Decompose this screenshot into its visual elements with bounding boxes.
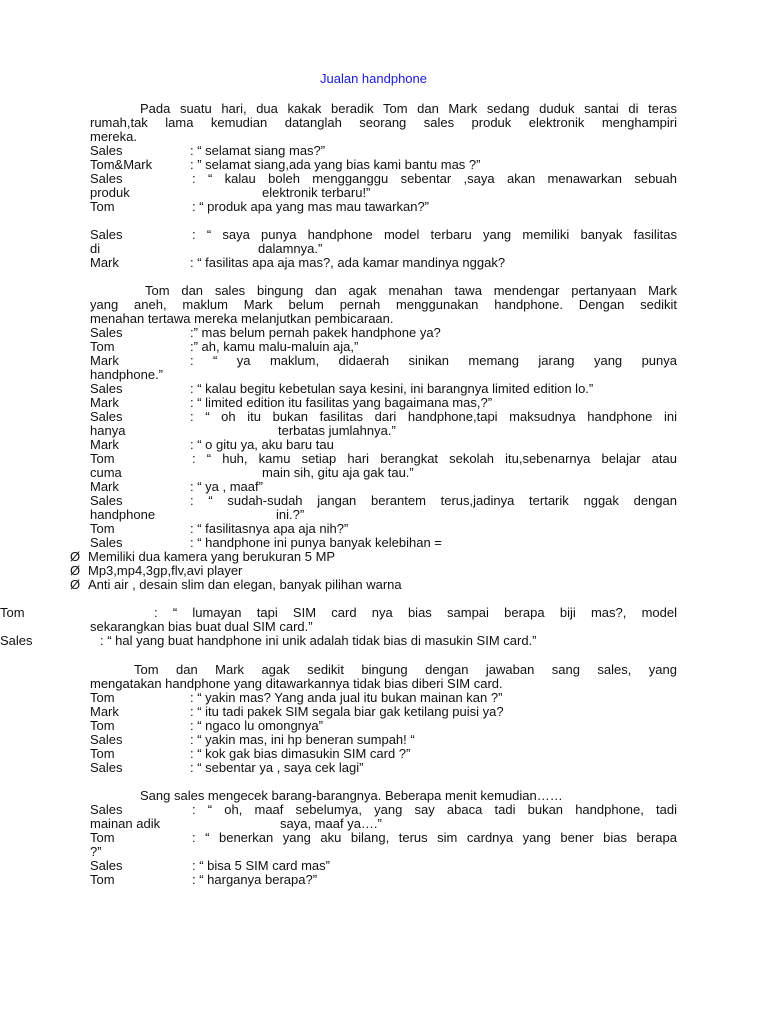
dialogue-line: : “ ya , maaf” — [190, 479, 263, 494]
dialogue-wrap: mainan adik — [90, 816, 161, 831]
speaker-label: Sales — [90, 325, 123, 340]
bullet-item: Mp3,mp4,3gp,flv,avi player — [88, 563, 243, 578]
speaker-label: Sales — [90, 802, 123, 817]
dialogue-line: : “ lumayan tapi SIM card nya bias sampai berapa biji mas?, model — [154, 605, 677, 620]
speaker-label: Sales — [90, 227, 123, 242]
speaker-label: Sales — [90, 143, 123, 158]
paragraph-line: menahan tertawa mereka melanjutkan pembicaraan. — [90, 311, 394, 326]
dialogue-line: : ” selamat siang,ada yang bias kami bantu mas ?” — [190, 157, 481, 172]
dialogue-wrap: hanya — [90, 423, 126, 438]
dialogue-line: : “ yakin mas? Yang anda jual itu bukan mainan kan ?” — [190, 690, 503, 705]
bullet-symbol: Ø — [70, 563, 81, 578]
dialogue-line: : “ harganya berapa?” — [192, 872, 318, 887]
dialogue-line: : “ oh, maaf sebelumya, yang say abaca tadi bukan handphone, tadi — [192, 802, 677, 817]
speaker-label: Sales — [90, 171, 123, 186]
speaker-label: Sales — [0, 633, 33, 648]
dialogue-line: : “ o gitu ya, aku baru tau — [190, 437, 334, 452]
speaker-label: Sales — [90, 381, 123, 396]
dialogue-line: : “ produk apa yang mas mau tawarkan?” — [192, 199, 430, 214]
speaker-label: Mark — [90, 255, 119, 270]
speaker-label: Sales — [90, 760, 123, 775]
speaker-label: Tom — [90, 339, 115, 354]
dialogue-line: :” ah, kamu malu-maluin aja,” — [190, 339, 359, 354]
dialogue-line: :” mas belum pernah pakek handphone ya? — [190, 325, 441, 340]
speaker-label: Tom — [90, 872, 115, 887]
dialogue-line: : “ fasilitasnya apa aja nih?” — [190, 521, 349, 536]
speaker-label: Mark — [90, 437, 119, 452]
dialogue-line: : “ kok gak bias dimasukin SIM card ?” — [190, 746, 411, 761]
bullet-item: Memiliki dua kamera yang berukuran 5 MP — [88, 549, 336, 564]
paragraph-line: rumah,tak lama kemudian datanglah seorang sales produk elektronik menghampiri — [90, 115, 677, 130]
speaker-label: Tom — [0, 605, 25, 620]
dialogue-line: : “ handphone ini punya banyak kelebihan = — [190, 535, 442, 550]
dialogue-line: : “ limited edition itu fasilitas yang bagaimana mas,?” — [190, 395, 493, 410]
dialogue-continuation: ini.?” — [276, 507, 305, 522]
dialogue-wrap: handphone — [90, 507, 156, 522]
dialogue-line: : “ benerkan yang aku bilang, terus sim cardnya yang bener bias berapa — [192, 830, 677, 845]
dialogue-continuation: dalamnya.” — [258, 241, 323, 256]
dialogue-line: : “ sudah-sudah jangan berantem terus,jadinya tertarik nggak dengan — [190, 493, 677, 508]
dialogue-wrap: cuma — [90, 465, 122, 480]
dialogue-line: : “ itu tadi pakek SIM segala biar gak ketilang puisi ya? — [190, 704, 504, 719]
dialogue-continuation: elektronik terbaru!” — [262, 185, 371, 200]
speaker-label: Sales — [90, 858, 123, 873]
bullet-item: Anti air , desain slim dan elegan, banyak pilihan warna — [88, 577, 402, 592]
speaker-label: Mark — [90, 704, 119, 719]
speaker-label: Tom&Mark — [90, 157, 153, 172]
paragraph-line: mengatakan handphone yang ditawarkannya tidak bias diberi SIM card. — [90, 676, 503, 691]
dialogue-line: : “ kalau begitu kebetulan saya kesini, ini barangnya limited edition lo.” — [190, 381, 594, 396]
speaker-label: Tom — [90, 830, 115, 845]
paragraph-line: Tom dan Mark agak sedikit bingung dengan jawaban sang sales, yang — [134, 662, 677, 677]
speaker-label: Tom — [90, 521, 115, 536]
dialogue-line: : “ huh, kamu setiap hari berangkat sekolah itu,sebenarnya belajar atau — [192, 451, 677, 466]
dialogue-wrap: produk — [90, 185, 130, 200]
dialogue-continuation: main sih, gitu aja gak tau.” — [262, 465, 414, 480]
dialogue-line: : “ ngaco lu omongnya” — [190, 718, 323, 733]
paragraph-line: Sang sales mengecek barang-barangnya. Beberapa menit kemudian…… — [140, 788, 563, 803]
dialogue-continuation: terbatas jumlahnya.” — [278, 423, 396, 438]
speaker-label: Mark — [90, 479, 119, 494]
dialogue-wrap: di — [90, 241, 101, 256]
dialogue-wrap: handphone.” — [90, 367, 164, 382]
speaker-label: Sales — [90, 535, 123, 550]
dialogue-continuation: sekarangkan bias buat dual SIM card.” — [90, 619, 313, 634]
speaker-label: Mark — [90, 353, 119, 368]
dialogue-line: : “ oh itu bukan fasilitas dari handphone,tapi maksudnya handphone ini — [190, 409, 677, 424]
speaker-label: Tom — [90, 718, 115, 733]
dialogue-continuation: saya, maaf ya….” — [280, 816, 382, 831]
bullet-symbol: Ø — [70, 577, 81, 592]
dialogue-line: : “ sebentar ya , saya cek lagi” — [190, 760, 364, 775]
document-title: Jualan handphone — [320, 71, 427, 86]
dialogue-line: : “ fasilitas apa aja mas?, ada kamar mandinya nggak? — [190, 255, 506, 270]
speaker-label: Tom — [90, 690, 115, 705]
dialogue-line: : “ kalau boleh mengganggu sebentar ,saya akan menawarkan sebuah — [192, 171, 677, 186]
paragraph-line: yang aneh, maklum Mark belum pernah menggunakan handphone. Dengan sedikit — [90, 297, 677, 312]
speaker-label: Sales — [90, 409, 123, 424]
dialogue-wrap: ?” — [90, 844, 102, 859]
dialogue-line: : “ bisa 5 SIM card mas” — [192, 858, 330, 873]
speaker-label: Sales — [90, 493, 123, 508]
paragraph-line: mereka. — [90, 129, 137, 144]
paragraph-line: Tom dan sales bingung dan agak menahan tawa mendengar pertanyaan Mark — [145, 283, 677, 298]
speaker-label: Tom — [90, 199, 115, 214]
speaker-label: Tom — [90, 746, 115, 761]
speaker-label: Tom — [90, 451, 115, 466]
dialogue-line: : “ hal yang buat handphone ini unik adalah tidak bias di masukin SIM card.” — [100, 633, 537, 648]
dialogue-line: : “ yakin mas, ini hp beneran sumpah! “ — [190, 732, 415, 747]
speaker-label: Sales — [90, 732, 123, 747]
paragraph-line: Pada suatu hari, dua kakak beradik Tom dan Mark sedang duduk santai di teras — [140, 101, 677, 116]
dialogue-line: : “ saya punya handphone model terbaru yang memiliki banyak fasilitas — [192, 227, 677, 242]
dialogue-line: : “ ya maklum, didaerah sinikan memang jarang yang punya — [190, 353, 677, 368]
speaker-label: Mark — [90, 395, 119, 410]
bullet-symbol: Ø — [70, 549, 81, 564]
dialogue-line: : “ selamat siang mas?” — [190, 143, 326, 158]
